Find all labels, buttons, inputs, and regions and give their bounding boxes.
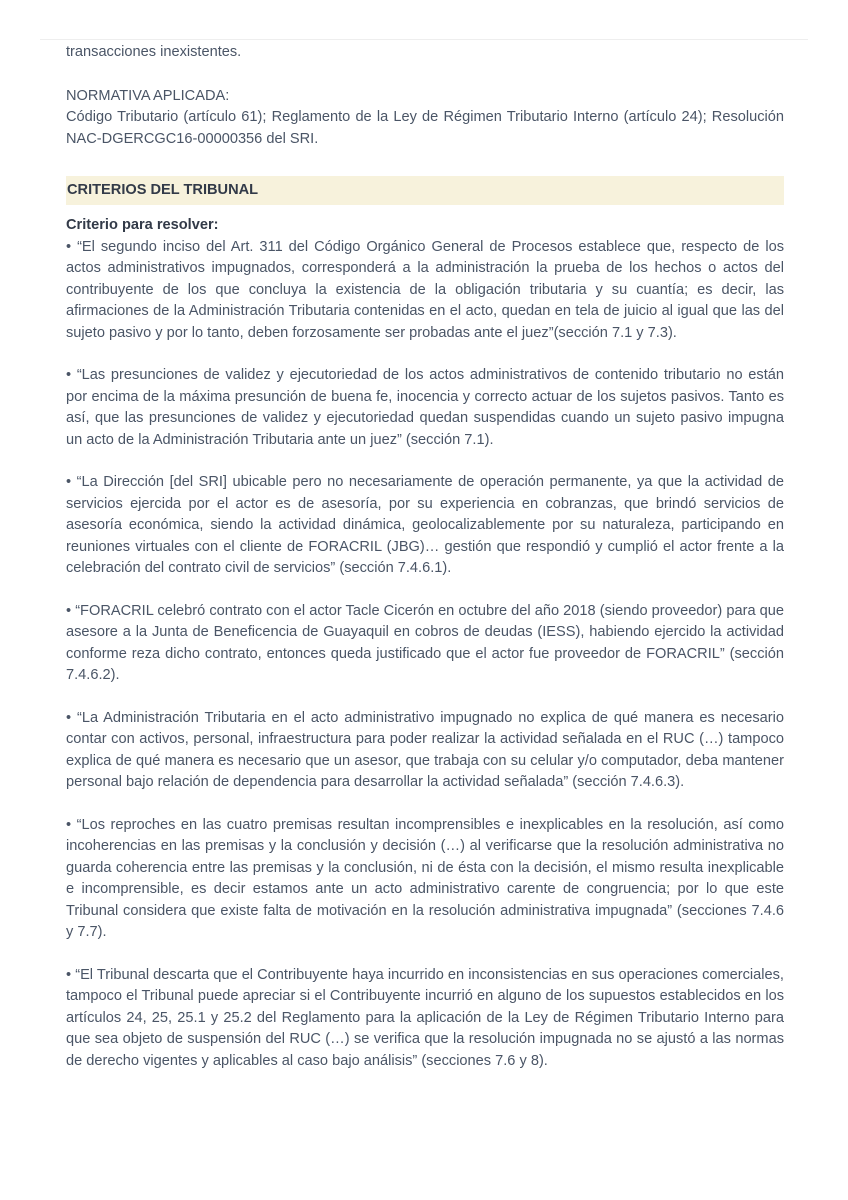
criterion-item: • “La Dirección [del SRI] ubicable pero no necesariamente de operación permanente, ya que la actividad de servicios ejercida por el actor es de asesoría, por su experiencia en cobranzas, que brindó servicios de asesoría económica, siendo la actividad dinámica, geolocalizablemente por su naturaleza, participando en reuniones virtuales con el cliente de FORACRIL (JBG)… gestión que respondió y cumplió el actor frente a la celebración del contrato civil de servicios” (sección 7.4.6.1). [66,474,784,576]
criterion-item: • “El Tribunal descarta que el Contribuyente haya incurrido en inconsistencias en sus operaciones comerciales, tampoco el Tribunal puede apreciar si el Contribuyente incurrió en alguno de los supuestos establecidos en los artículos 24, 25, 25.1 y 25.2 del Reglamento para la aplicación de la Ley de Régimen Tributario Interno para que sea objeto de suspensión del RUC (…) se verifica que la resolución impugnada no se ajustó a las normas de derecho vigentes y aplicables al caso bajo análisis” (secciones 7.6 y 8). [66,966,784,1069]
criterion-item: • “Las presunciones de validez y ejecutoriedad de los actos administrativos de contenido tributario no están por encima de la máxima presunción de buena fe, inocencia y correcto actuar de los sujetos pasivos. Tanto es así, que las presunciones de validez y ejecutoriedad quedan suspendidas cuando un sujeto pasivo impugna un acto de la Administración Tributaria ante un juez” (sección 7.1). [66,367,784,448]
criterion-item: • “El segundo inciso del Art. 311 del Código Orgánico General de Procesos establece que, respecto de los actos administrativos impugnados, corresponderá a la administración la prueba de los hechos o actos del contribuyente de los que concluya la existencia de la obligación tributaria y su cuantía; es decir, las afirmaciones de la Administración Tributaria contenidas en el acto, quedan en tela de juicio al igual que las del sujeto pasivo y por lo tanto, deben forzosamente ser probadas ante el juez”(sección 7.1 y 7.3). [66,238,784,341]
page-top-rule [40,39,808,40]
spacer [66,64,784,86]
criterion-item: • “Los reproches en las cuatro premisas resultan incomprensibles e inexplicables en la resolución, así como incoherencias en las premisas y la conclusión y decisión (…) al verificarse que la resolución administrativa no guarda coherencia entre las premisas y la conclusión, ni de ésta con la decisión, el mismo resulta inexplicable e incomprensible, es decir estamos ante un acto administrativo carente de congruencia; por lo que este Tribunal considera que existe falta de motivación en la resolución administrativa impugnada” (secciones 7.4.6 y 7.7). [66,816,784,940]
criterion-item: • “FORACRIL celebró contrato con el actor Tacle Cicerón en octubre del año 2018 (siendo proveedor) para que asesore a la Junta de Beneficencia de Guayaquil en cobros de deudas (IESS), habiendo ejercido la actividad conforme reza dicho contrato, entonces queda justificado que el actor fue proveedor de FORACRIL” (sección 7.4.6.2). [66,602,784,683]
criteria-subheading: Criterio para resolver: [66,217,219,233]
normativa-label: NORMATIVA APLICADA: [66,87,230,104]
document-page [66,42,784,1093]
criterion-item: • “La Administración Tributaria en el acto administrativo impugnado no explica de qué manera es necesario contar con activos, personal, infraestructura para poder realizar la actividad señalada en el RUC (…) tampoco explica de qué manera es necesario que un asesor, que trabaja con su celular y/o computador, deba mantener personal bajo relación de dependencia para desarrollar la actividad señalada” (sección 7.4.6.3). [66,709,784,790]
normativa-text: Código Tributario (artículo 61); Reglamento de la Ley de Régimen Tributario Interno (artículo 24); Resolución NAC-DGERCGC16-00000356 del SRI. [66,109,784,147]
continuation-text: transacciones inexistentes. [66,44,242,60]
section-heading: CRITERIOS DEL TRIBUNAL [66,176,784,205]
